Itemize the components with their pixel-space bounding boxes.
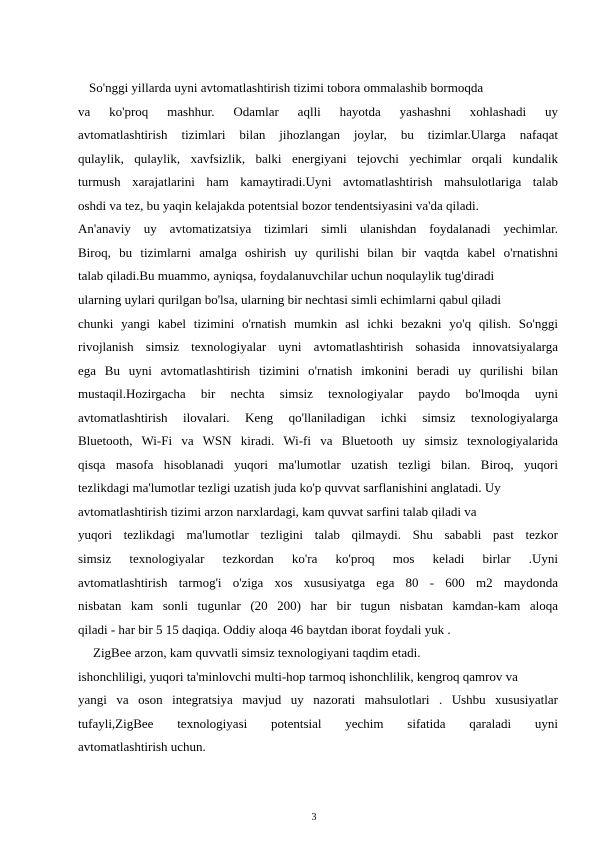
text-line: ZigBee arzon, kam quvvatli simsiz texnologiyani taqdim etadi.: [93, 645, 421, 660]
text-line: mustaqil.Hozirgacha bir nechta simsiz texnologiyalar paydo bo'lmoqda uyni: [78, 386, 558, 401]
text-line: ularning uylari qurilgan bo'lsa, ularning bir nechtasi simli echimlarni qabul qiladi: [78, 292, 501, 307]
text-line: avtomatlashtirish ilovalari. Keng qo'llaniladigan ichki simsiz texnologiyalarga: [78, 410, 558, 425]
text-line: nisbatan kam sonli tugunlar (20 200) har bir tugun nisbatan kamdan-kam aloqa: [78, 598, 558, 613]
text-line: avtomatlashtirish tarmog'i o'ziga xos xususiyatga ega 80 - 600 m2 maydonda: [78, 575, 558, 590]
text-line: turmush xarajatlarini ham kamaytiradi.Uyni avtomatlashtirish mahsulotlariga talab: [78, 174, 558, 189]
text-line: Bluetooth, Wi-Fi va WSN kiradi. Wi-fi va Bluetooth uy simsiz texnologiyalarida: [78, 433, 558, 448]
text-line: talab qiladi.Bu muammo, ayniqsa, foydalanuvchilar uchun noqulaylik tug'diradi: [78, 268, 495, 283]
text-line: qisqa masofa hisoblanadi yuqori ma'lumotlar uzatish tezligi bilan. Biroq, yuqori: [78, 457, 558, 472]
text-line: tezlikdagi ma'lumotlar tezligi uzatish juda ko'p quvvat sarflanishini anglatadi. Uy: [78, 480, 501, 495]
text-line: qiladi - har bir 5 15 daqiqa. Oddiy aloqa 46 baytdan iborat foydali yuk .: [78, 622, 451, 637]
text-line: An'anaviy uy avtomatizatsiya tizimlari simli ulanishdan foydalanadi yechimlar.: [78, 221, 558, 236]
text-line: avtomatlashtirish uchun.: [78, 739, 206, 754]
text-line: Biroq, bu tizimlarni amalga oshirish uy qurilishi bilan bir vaqtda kabel o'rnatishni: [78, 245, 558, 260]
text-line: So'nggi yillarda uyni avtomatlashtirish tizimi tobora ommalashib bormoqda: [89, 80, 484, 95]
text-line: avtomatlashtirish tizimi arzon narxlardagi, kam quvvat sarfini talab qiladi va: [78, 504, 477, 519]
text-line: ishonchliligi, yuqori ta'minlovchi multi-hop tarmoq ishonchlilik, kengroq qamrov va: [78, 669, 518, 684]
text-line: rivojlanish simsiz texnologiyalar uyni avtomatlashtirish sohasida innovatsiyalarga: [78, 339, 558, 354]
text-line: tufayli,ZigBee texnologiyasi potentsial yechim sifatida qaraladi uyni: [78, 716, 558, 731]
text-line: oshdi va tez, bu yaqin kelajakda potentsial bozor tendentsiyasini va'da qiladi.: [78, 198, 479, 213]
text-line: va ko'proq mashhur. Odamlar aqlli hayotda yashashni xohlashadi uy: [78, 104, 558, 119]
text-line: chunki yangi kabel tizimini o'rnatish mumkin asl ichki bezakni yo'q qilish. So'nggi: [78, 316, 558, 331]
text-line: ega Bu uyni avtomatlashtirish tizimini o'rnatish imkonini beradi uy qurilishi bilan: [78, 363, 558, 378]
text-line: simsiz texnologiyalar tezkordan ko'ra ko'proq mos keladi birlar .Uyni: [78, 551, 558, 566]
text-line: qulaylik, qulaylik, xavfsizlik, balki energiyani tejovchi yechimlar orqali kundalik: [78, 151, 558, 166]
text-line: yuqori tezlikdagi ma'lumotlar tezligini talab qilmaydi. Shu sababli past tezkor: [78, 527, 558, 542]
text-line: avtomatlashtirish tizimlari bilan jihozlangan joylar, bu tizimlar.Ularga nafaqat: [78, 127, 558, 142]
text-line: yangi va oson integratsiya mavjud uy nazorati mahsulotlari . Ushbu xususiyatlar: [78, 692, 558, 707]
page-number: 3: [311, 812, 317, 823]
